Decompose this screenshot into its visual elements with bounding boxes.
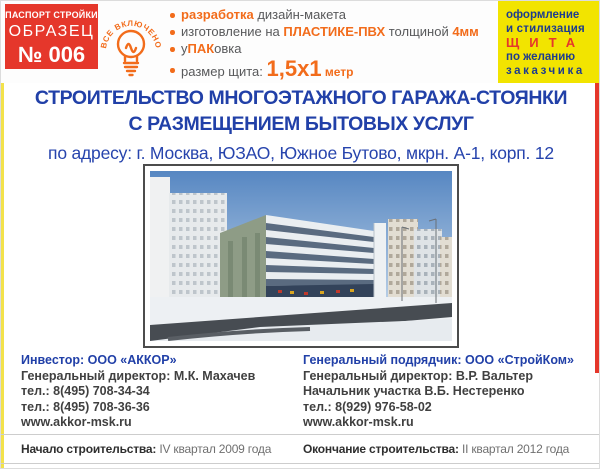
project-title-line-2: С РАЗМЕЩЕНИЕМ БЫТОВЫХ УСЛУГ <box>128 113 474 135</box>
investor-title: Инвестор: ООО «АККОР» <box>21 353 177 367</box>
all-inclusive-stamp <box>98 4 164 82</box>
offer-line-5: заказчика <box>506 65 585 77</box>
offer-line-4: по желанию <box>506 51 576 63</box>
feature-material <box>169 23 499 40</box>
title-block <box>1 85 600 164</box>
feature-design-text: дизайн-макета <box>253 7 346 22</box>
contractor-site-manager: Начальник участка В.Б. Нестеренко <box>303 384 525 398</box>
feature-material-thickness: 4мм <box>452 24 479 39</box>
feature-material-highlight: ПЛАСТИКЕ-ПВХ <box>283 24 386 39</box>
building-photo <box>143 164 459 348</box>
project-title-line-1: СТРОИТЕЛЬСТВО МНОГОЭТАЖНОГО ГАРАЖА-СТОЯНКИ <box>34 87 568 109</box>
construction-start <box>21 435 271 463</box>
offer-shield-word: ЩИТА <box>506 35 586 50</box>
end-label: Окончание строительства: <box>303 442 459 456</box>
feature-packing-highlight: ПАК <box>187 41 215 56</box>
start-label: Начало строительства: <box>21 442 157 456</box>
features-list <box>169 6 499 84</box>
feature-design-highlight: разработка <box>181 7 254 22</box>
project-address: по адресу: г. Москва, ЮЗАО, Южное Бутово, мкрн. А-1, корп. 12 <box>48 143 554 163</box>
offer-line-1: оформление <box>506 9 580 21</box>
construction-dates-bar <box>1 434 600 464</box>
custom-design-badge <box>498 1 600 83</box>
investor-director: Генеральный директор: М.К. Махачев <box>21 368 256 383</box>
contractor-title: Генеральный подрядчик: ООО «СтройКом» <box>303 353 574 367</box>
contractor-phone: тел.: 8(929) 976-58-02 <box>303 399 432 414</box>
contractor-website: www.akkor-msk.ru <box>303 415 414 429</box>
lightbulb-icon <box>118 31 144 75</box>
contractor-director: Генеральный директор: В.Р. Вальтер <box>303 368 533 383</box>
header-band <box>1 1 600 83</box>
offer-line-2: и стилизация <box>506 23 585 35</box>
feature-packing <box>169 40 499 57</box>
badge-passport-label: ПАСПОРТ СТРОЙКИ <box>5 10 98 20</box>
badge-number: № 006 <box>17 42 86 67</box>
feature-material-pre: изготовление на <box>181 24 284 39</box>
construction-end <box>303 435 569 463</box>
svg-text:ВСЕ ВКЛЮЧЕНО <box>99 19 163 49</box>
photo-far-left-building <box>150 177 170 303</box>
feature-size <box>169 57 499 84</box>
investor-website: www.akkor-msk.ru <box>21 415 132 429</box>
badge-sample-label: ОБРАЗЕЦ <box>8 23 95 40</box>
investor-phone-2: тел.: 8(495) 708-36-36 <box>21 399 150 414</box>
feature-packing-post: овка <box>214 41 242 56</box>
start-value: IV квартал 2009 года <box>159 442 272 456</box>
feature-material-mid: толщиной <box>385 24 453 39</box>
sample-number-badge <box>5 4 98 69</box>
investor-phone-1: тел.: 8(495) 708-34-34 <box>21 384 150 398</box>
feature-size-label: размер щита: <box>181 64 267 79</box>
end-value: II квартал 2012 года <box>461 442 570 456</box>
contractor-block <box>303 353 595 431</box>
investor-block <box>21 353 296 431</box>
feature-size-unit: метр <box>321 65 354 79</box>
all-inclusive-arc-text: ВСЕ ВКЛЮЧЕНО <box>99 18 163 50</box>
feature-design <box>169 6 499 23</box>
feature-packing-pre: у <box>181 41 188 56</box>
feature-size-value: 1,5х1 <box>266 56 322 81</box>
